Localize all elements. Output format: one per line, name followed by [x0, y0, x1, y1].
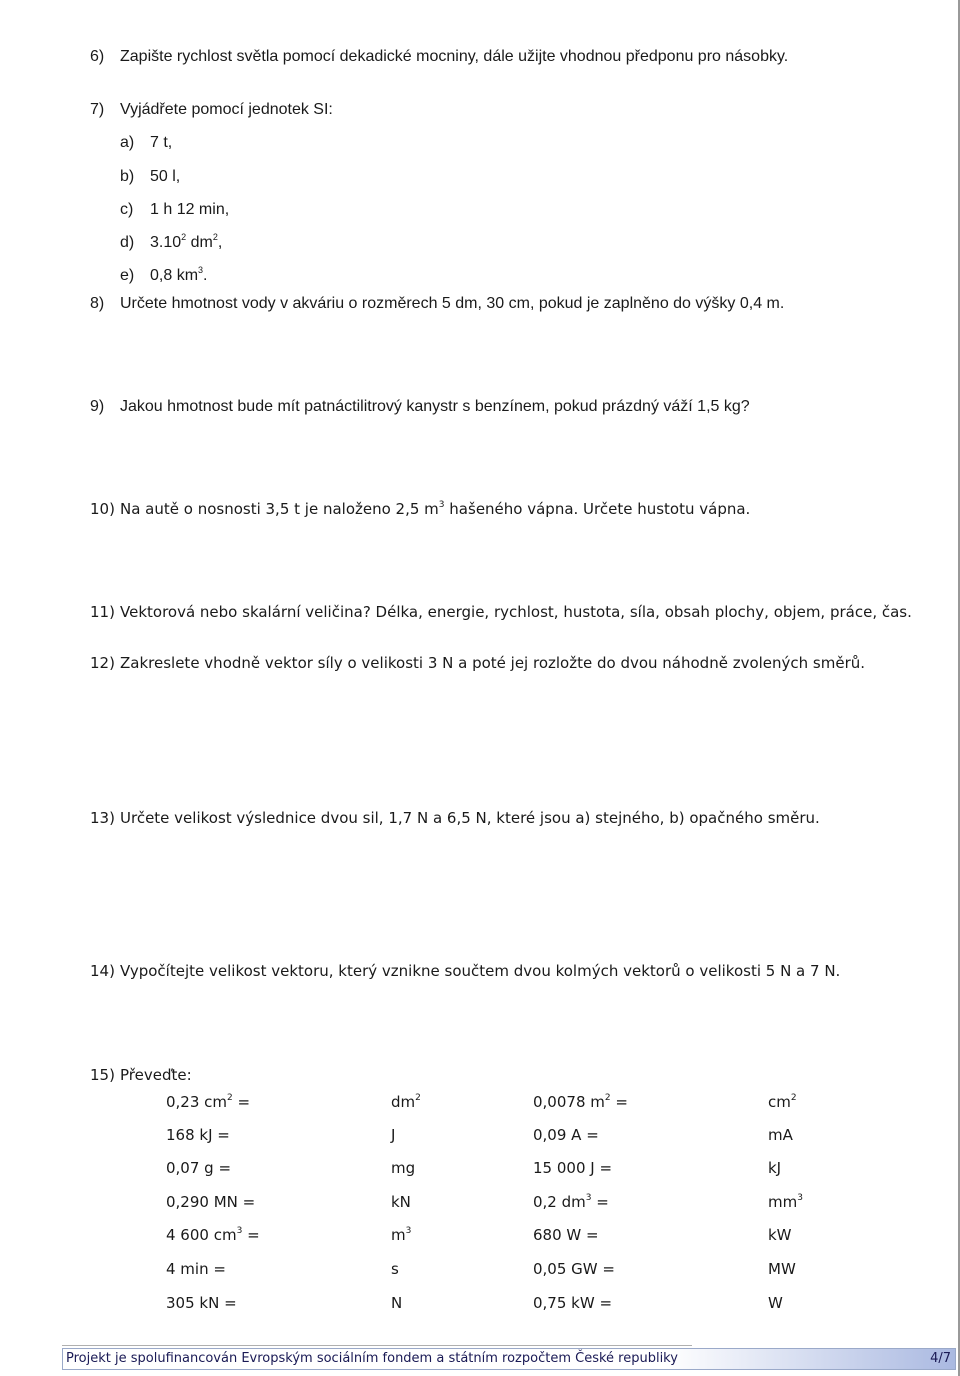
question-number: 14) — [90, 962, 115, 980]
table-cell: MW — [768, 1260, 796, 1278]
table-cell: 15 000 J = — [533, 1159, 613, 1177]
question-text: Určete velikost výslednice dvou sil, 1,7 N a 6,5 N, které jsou a) stejného, b) opačného směru. — [120, 809, 820, 827]
footer-text: Projekt je spolufinancován Evropským sociálním fondem a státním rozpočtem České republiky — [66, 1351, 678, 1366]
table-cell: 0,07 g = — [166, 1159, 232, 1177]
question-text: Zakreslete vhodně vektor síly o velikosti 3 N a poté jej rozložte do dvou náhodně zvolených směrů. — [120, 654, 866, 672]
q7-item-b — [120, 168, 180, 186]
table-cell: 4 min = — [166, 1260, 226, 1278]
table-cell: 305 kN = — [166, 1294, 237, 1312]
table-cell: 0,75 kW = — [533, 1294, 613, 1312]
item-value: 1 h 12 min, — [150, 201, 230, 218]
table-cell: s — [391, 1260, 399, 1278]
question-12 — [90, 654, 865, 672]
table-cell: 0,2 $dm^3$ = — [533, 1193, 609, 1211]
question-number: 6) — [90, 48, 105, 65]
question-text: Určete hmotnost vody v akváriu o rozměrech 5 dm, 30 cm, pokud je zaplněno do výšky 0,4 m. — [120, 295, 785, 312]
footer-divider — [62, 1345, 692, 1346]
table-cell: 168 kJ = — [166, 1126, 230, 1144]
table-cell: kN — [391, 1193, 411, 1211]
table-cell: mg — [391, 1159, 416, 1177]
table-cell: N — [391, 1294, 403, 1312]
table-cell: $cm^2$ — [768, 1093, 797, 1111]
question-text: Na autě o nosnosti 3,5 t je naloženo 2,5 $m^3$ hašeného vápna. Určete hustotu vápna. — [120, 500, 751, 518]
question-number: 15) — [90, 1066, 115, 1084]
question-number: 10) — [90, 500, 115, 518]
table-cell: $dm^2$ — [391, 1093, 421, 1111]
page-footer — [62, 1348, 956, 1370]
table-cell: mA — [768, 1126, 793, 1144]
question-number: 11) — [90, 603, 115, 621]
question-6 — [90, 48, 788, 66]
question-text: Zapište rychlost světla pomocí dekadické mocniny, dále užijte vhodnou předponu pro násobky. — [120, 48, 789, 65]
table-cell: W — [768, 1294, 783, 1312]
question-text: Jakou hmotnost bude mít patnáctilitrový kanystr s benzínem, pokud prázdný váží 1,5 kg? — [120, 398, 750, 415]
q7-item-d — [120, 234, 222, 252]
question-10 — [90, 500, 750, 518]
item-letter: e) — [120, 267, 135, 284]
table-cell: 680 W = — [533, 1226, 599, 1244]
table-cell: kW — [768, 1226, 792, 1244]
question-number: 8) — [90, 295, 105, 312]
q7-item-c — [120, 201, 229, 219]
question-number: 7) — [90, 101, 105, 118]
table-cell: 0,290 MN = — [166, 1193, 256, 1211]
page-number: 4/7 — [930, 1351, 951, 1366]
question-13 — [90, 809, 820, 827]
item-letter: a) — [120, 134, 135, 151]
q7-item-a — [120, 134, 172, 152]
question-number: 9) — [90, 398, 105, 415]
question-text: Vypočítejte velikost vektoru, který vznikne součtem dvou kolmých vektorů o velikosti 5 N a 7 N. — [120, 962, 841, 980]
question-8 — [90, 295, 784, 313]
q7-item-e — [120, 267, 207, 285]
table-cell: kJ — [768, 1159, 782, 1177]
table-cell: 0,0078 $m^2$ = — [533, 1093, 628, 1111]
question-15 — [90, 1066, 192, 1084]
question-number: 13) — [90, 809, 115, 827]
question-text: Vyjádřete pomocí jednotek SI: — [120, 101, 333, 118]
question-11 — [90, 603, 912, 621]
question-14 — [90, 962, 840, 980]
footer-gradient — [665, 1349, 955, 1369]
table-cell: $m^3$ — [391, 1226, 412, 1244]
item-value: 3.10$^2$ $dm^2$, — [150, 232, 223, 251]
table-cell: 4 600 $cm^3$ = — [166, 1226, 260, 1244]
table-cell: $mm^3$ — [768, 1193, 803, 1211]
item-value: 50 l, — [150, 168, 181, 185]
item-letter: d) — [120, 234, 135, 251]
table-cell: 0,23 $cm^2$ = — [166, 1093, 251, 1111]
question-7 — [90, 101, 333, 119]
item-value: 0,8 $km^3$. — [150, 265, 208, 284]
question-9 — [90, 398, 750, 416]
question-number: 12) — [90, 654, 115, 672]
table-cell: J — [391, 1126, 396, 1144]
item-letter: c) — [120, 201, 134, 218]
table-cell: 0,09 A = — [533, 1126, 599, 1144]
question-text: Vektorová nebo skalární veličina? Délka, energie, rychlost, hustota, síla, obsah plochy, objem, práce, čas. — [120, 603, 912, 621]
item-letter: b) — [120, 168, 135, 185]
question-text: Převeďte: — [120, 1066, 192, 1084]
table-cell: 0,05 GW = — [533, 1260, 615, 1278]
item-value: 7 t, — [150, 134, 173, 151]
